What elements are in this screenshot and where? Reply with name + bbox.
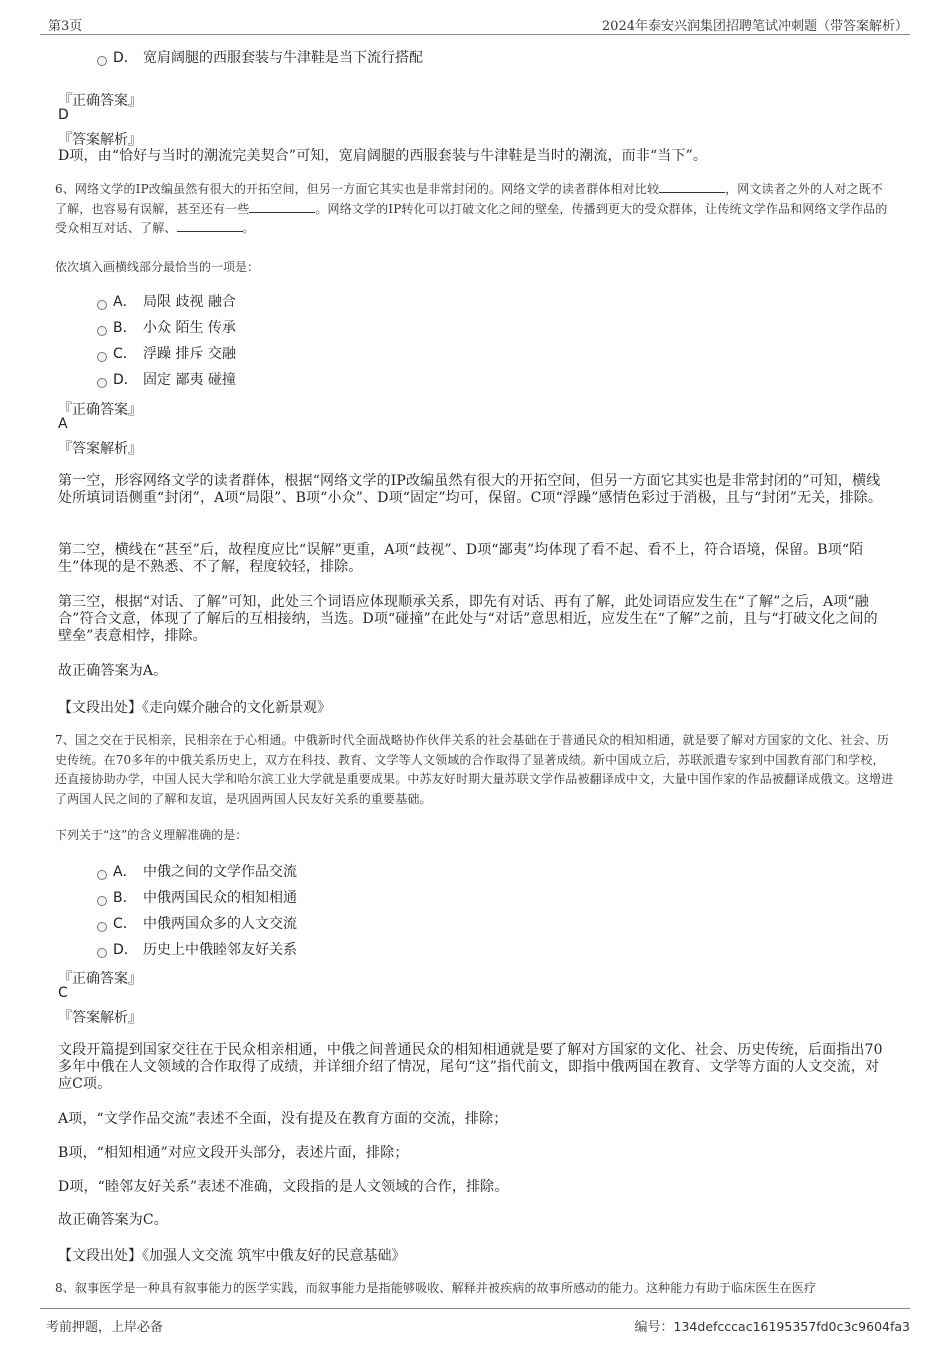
answer-value: C	[58, 985, 68, 1001]
analysis-conclusion: 故正确答案为A。	[58, 663, 168, 679]
source-reference: 【文段出处】《走向媒介融合的文化新景观》	[58, 700, 331, 716]
analysis-paragraph: 文段开篇提到国家交往在于民众相亲相通，中俄之间普通民众的相知相通就是要了解对方国家的文化、社会、历史传统，后面指出70多年中俄在人文领域的合作取得了成绩，并详细介绍了情况，尾句“这”指代前文，即指中俄两国在教育、文学等方面的人文交流，对应C项。	[58, 1042, 883, 1092]
answer-value: A	[58, 416, 68, 432]
analysis-conclusion: 故正确答案为C。	[58, 1212, 168, 1228]
analysis-paragraph: 第三空，根据“对话、了解”可知，此处三个词语应体现顺承关系，即先有对话、再有了解，此处词语应发生在“了解”之后，A项“融合”符合文意，体现了了解后的互相接纳，当选。D项“碰撞”在此处与“对话”意思相近，应发生在“了解”之前，且与“打破文化之间的壁垒”表意相悖，排除。	[58, 594, 878, 644]
q7-option-c[interactable]: C． 中俄两国众多的人文交流	[97, 913, 297, 933]
analysis-label: 『答案解析』	[58, 132, 142, 148]
page-number: 第3页	[48, 19, 83, 34]
page-header	[40, 12, 910, 35]
document-title: 2024年泰安兴润集团招聘笔试冲刺题（带答案解析）	[601, 19, 908, 34]
answer-label: 『正确答案』	[58, 93, 142, 109]
answer-label: 『正确答案』	[58, 402, 142, 418]
radio-icon[interactable]	[97, 948, 107, 958]
q7-option-b[interactable]: B． 中俄两国民众的相知相通	[97, 887, 297, 907]
radio-icon[interactable]	[97, 378, 107, 388]
q7-question-text: 7、国之交在于民相亲，民相亲在于心相通。中俄新时代全面战略协作伙伴关系的社会基础在于普通民众的相知相通，就是要了解对方国家的文化、社会、历史传统。在70多年的中俄关系历史上，双方在科技、教育、文学等人文领域的合作取得了显著成绩。新中国成立后，苏联派遣专家到中国教育部门和学校，还直接协助办学，中国人民大学和哈尔滨工业大学就是重要成果。中苏友好时期大量苏联文学作品被翻译成中文，大量中国作家的作品被翻译成俄文。这增进了两国人民之间的了解和友谊，是巩固两国人民友好关系的重要基础。	[55, 733, 894, 806]
q6-option-b[interactable]: B． 小众 陌生 传承	[97, 317, 236, 337]
radio-icon[interactable]	[97, 922, 107, 932]
page-footer	[40, 1308, 910, 1335]
radio-icon[interactable]	[97, 300, 107, 310]
q6-prompt: 依次填入画横线部分最恰当的一项是：	[55, 260, 260, 274]
analysis-label: 『答案解析』	[58, 1010, 142, 1026]
analysis-paragraph: B项，“相知相通”对应文段开头部分，表述片面，排除；	[58, 1145, 409, 1161]
answer-label: 『正确答案』	[58, 971, 142, 987]
blank-line	[659, 181, 725, 193]
analysis-paragraph: D项，“睦邻友好关系”表述不准确，文段指的是人文领域的合作，排除。	[58, 1179, 509, 1195]
source-reference: 【文段出处】《加强人文交流 筑牢中俄友好的民意基础》	[58, 1248, 406, 1264]
analysis-text: D项，由“恰好与当时的潮流完美契合”可知，宽肩阔腿的西服套装与牛津鞋是当时的潮流，而非“当下”。	[58, 148, 708, 164]
blank-line	[249, 201, 315, 213]
answer-value: D	[58, 107, 69, 123]
radio-icon[interactable]	[97, 870, 107, 880]
q6-question-text: 6、网络文学的IP改编虽然有很大的开拓空间，但另一方面它其实也是非常封闭的。网络文学的读者群体相对比较 ，网文读者之外的人对之既不了解，也容易有误解，甚至还有一些 。网络文学的IP转化可以打破文化之间的壁垒，传播到更大的受众群体，让传统文学作品和网络文学作品的受众相互对话、了解、 。	[55, 182, 888, 235]
analysis-paragraph: A项，“文学作品交流”表述不全面，没有提及在教育方面的交流，排除；	[58, 1111, 508, 1127]
blank-line	[177, 220, 243, 232]
radio-icon[interactable]	[97, 896, 107, 906]
q6-option-d[interactable]: D． 固定 鄙夷 碰撞	[97, 369, 236, 389]
footer-slogan: 考前押题，上岸必备	[46, 1320, 164, 1335]
q7-prompt: 下列关于“这”的含义理解准确的是：	[55, 828, 248, 842]
q6-option-a[interactable]: A． 局限 歧视 融合	[97, 291, 236, 311]
radio-icon[interactable]	[97, 352, 107, 362]
q7-option-a[interactable]: A． 中俄之间的文学作品交流	[97, 861, 297, 881]
document-code: 编号：134defcccac16195357fd0c3c9604fa3	[634, 1319, 910, 1335]
q8-question-text: 8、叙事医学是一种具有叙事能力的医学实践，而叙事能力是指能够吸收、解释并被疾病的故事所感动的能力。这种能力有助于临床医生在医疗	[55, 1281, 817, 1295]
analysis-label: 『答案解析』	[58, 441, 142, 457]
radio-icon[interactable]	[97, 326, 107, 336]
q6-option-c[interactable]: C． 浮躁 排斥 交融	[97, 343, 236, 363]
radio-icon[interactable]	[97, 56, 107, 66]
analysis-paragraph: 第一空，形容网络文学的读者群体，根据“网络文学的IP改编虽然有很大的开拓空间，但另一方面它其实也是非常封闭的”可知，横线处所填词语侧重“封闭”，A项“局限”、B项“小众”、D项“固定”均可，保留。C项“浮躁”感情色彩过于消极，且与“封闭”无关，排除。	[58, 473, 882, 506]
q5-option-d[interactable]: D． 宽肩阔腿的西服套装与牛津鞋是当下流行搭配	[97, 47, 423, 67]
analysis-paragraph: 第二空，横线在“甚至”后，故程度应比“误解”更重，A项“歧视”、D项“鄙夷”均体现了看不起、看不上，符合语境，保留。B项“陌生”体现的是不熟悉、不了解，程度较轻，排除。	[58, 542, 864, 575]
q7-option-d[interactable]: D． 历史上中俄睦邻友好关系	[97, 939, 297, 959]
